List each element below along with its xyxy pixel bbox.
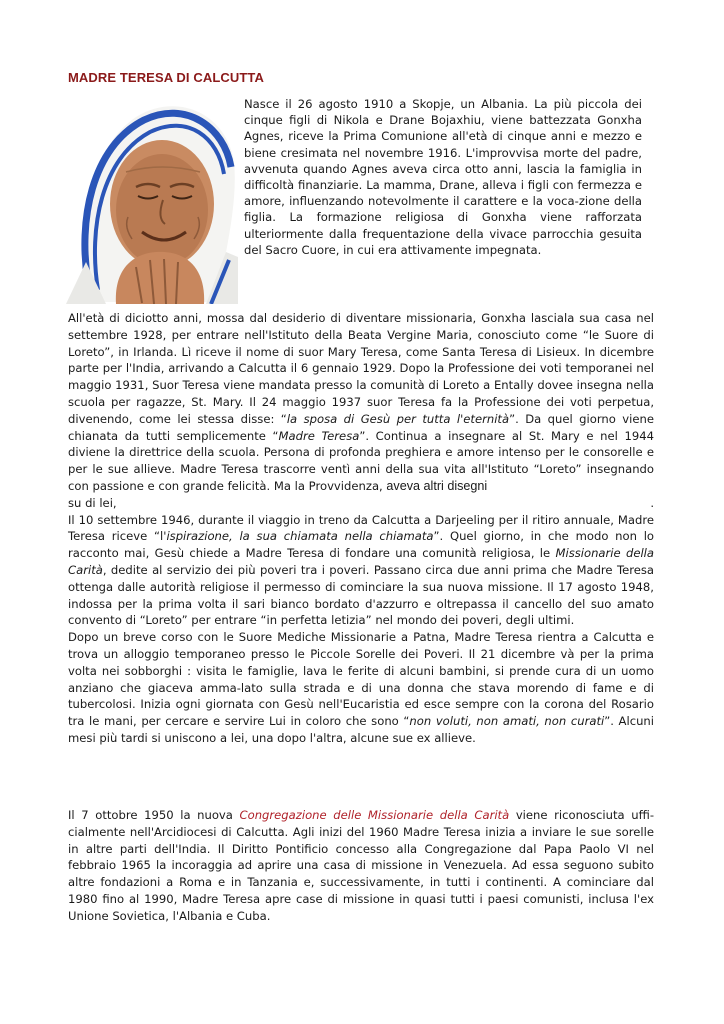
text-run: su di lei,: [68, 495, 117, 510]
quote-text: la sposa di Gesù per tutta l'eternità: [286, 411, 510, 426]
quote-text: ispirazione, la sua chiamata nella chiamata: [166, 529, 434, 544]
congregation-name: Congregazione delle Missionarie della Carità: [239, 808, 510, 822]
body-paragraph: [68, 495, 654, 512]
body-paragraph: [68, 629, 654, 747]
congregation-section: [68, 807, 654, 925]
portrait-photo: [66, 92, 238, 304]
text-run: ”. Da quel giorno viene chianata da tutti semplicemente “: [68, 411, 654, 443]
quote-text: Missionarie della Carità: [68, 546, 654, 577]
text-run: Il 10 settembre 1946, durante il viaggio in treno da Calcutta a Darjeeling per il ritiro annuale, Madre Teresa riceve “l': [68, 512, 654, 544]
text-run: All'età di diciotto anni, mossa dal desiderio di diventare missionaria, Gonxha lasciala sua casa nel settembre 1928, per entrare nell'Istituto della Beata Vergine Maria, conosciuto come “le Suore di Loreto”, in Irlanda. Lì riceve il nome di suor Mary Teresa, come Santa Teresa di Lisieux. In dicembre parte per l'India, arrivando a Calcutta il 6 gennaio 1929. Dopo la Professione dei voti temporanei nel maggio 1931, Suor Teresa viene mandata presso la comunità di Loreto a Entally dovee insegna nella scuola per ragazze, St. Mary. Il 24 maggio 1937 suor Teresa fa la Professione dei voti perpetua, divenendo, come lei stessa disse: “: [68, 311, 654, 426]
body-paragraph: [68, 807, 654, 925]
body-paragraph: [68, 512, 654, 630]
text-run: ”. Continua a insegnare al St. Mary e nel 1944 diviene la direttrice della scuola. Persona di profonda preghiera e amore intenso per le consorelle e per le sue allieve. Madre Teresa trascorre ventì anni della sua vita all'Istituto “Loreto” insegnando con passione e con grande felicità. Ma la Provvidenza,: [68, 428, 654, 493]
text-run: ”. Alcuni mesi più tardi si uniscono a lei, una dopo l'altra, alcune sue ex allieve.: [68, 714, 654, 745]
text-run: Il 7 ottobre 1950 la nuova: [68, 808, 240, 822]
text-run: Dopo un breve corso con le Suore Mediche Missionarie a Patna, Madre Teresa rientra a Calcutta e trova un alloggio temporaneo presso le Piccole Sorelle dei Poveri. Il 21 dicembre và per la prima volta nei sobborghi : visita le famiglie, lava le ferite di alcuni bambini, si prende cura di un uomo anziano che giaceva amma-lato sulla strada e di una donna che stava morendo di fame e di tubercolosi. Inizia ogni giornata con Gesù nell'Eucaristia ed esce sempre con la corona del Rosario tra le mani, per cercare e servire Lui in coloro che sono “: [68, 630, 654, 729]
text-run: , dedite al servizio dei più poveri tra i poveri. Passano circa due anni prima che Madre Teresa ottenga dalle autorità religiose il permesso di cominciare la sua nuova missione. Il 17 agosto 1948, indossa per la prima volta il sari bianco bordato d'azzurro e oltrepassa il cancello del suo amato convento di “Loreto” per entrare “in perfetta letizia” nel mondo dei poveri, degli ultimi.: [68, 562, 654, 628]
quote-text: non voluti, non amati, non curati: [409, 714, 605, 729]
text-run: ”. Quel giorno, in che modo non lo racconto mai, Gesù chiede a Madre Teresa di fondare una comunità religiosa, le: [68, 529, 655, 561]
text-run: aveva altri disegni: [386, 478, 488, 493]
body-paragraph: [68, 310, 654, 495]
quote-text: Madre Teresa: [278, 428, 360, 443]
text-run: viene riconosciuta uffi-cialmente nell'Arcidiocesi di Calcutta. Agli inizi del 1960 Madre Teresa inizia a inviare le sue sorelle in altre parti dell'India. Il Diritto Pontificio concesso alla Congregazione dal Papa Paolo VI nel febbraio 1965 la incoraggia ad aprire una casa di missione in Venezuela. Ad essa seguono subito altre fondazioni a Roma e in Tanzania e, successivamente, in tutti i continenti. A cominciare dal 1980 fino al 1990, Madre Teresa apre case di missione in quasi tutti i paesi comunisti, inclusa l'ex Unione Sovietica, l'Albania e Cuba.: [68, 808, 654, 923]
page-title: MADRE TERESA DI CALCUTTA: [68, 70, 264, 85]
biography-section: [68, 310, 654, 747]
intro-paragraph: Nasce il 26 agosto 1910 a Skopje, un Albania. La più piccola dei cinque figli di Nikola e Drane Bojaxhiu, viene battezzata Gonxha Agnes, riceve la Prima Comunione all'età di cinque anni e mezzo e biene cresimata nel novembre 1916. L'improvvisa morte del padre, avvenuta quando Agnes aveva circa otto anni, lascia la famiglia in difficoltà finanziarie. La mamma, Drane, alleva i figli con fermezza e amore, influenzando notevolmente il carattere e la voca-zione della figlia. La formazione religiosa di Gonxha viene rafforzata ulteriormente dalla frequentazione della vivace parrocchia gesuita del Sacro Cuore, in cui era attivamente impegnata.: [244, 97, 642, 257]
text-run: .: [650, 495, 654, 510]
